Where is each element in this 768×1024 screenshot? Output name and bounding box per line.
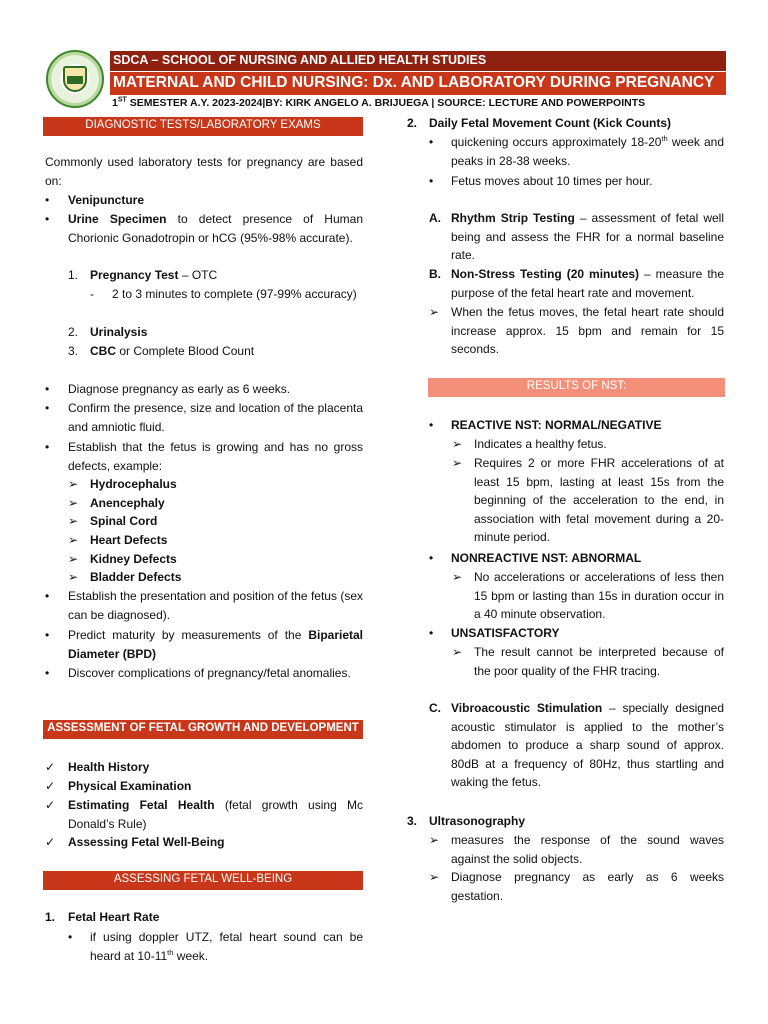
reactive-detail: Indicates a healthy fetus. (474, 437, 607, 451)
diagnose-early-item: Diagnose pregnancy as early as 6 weeks. (68, 382, 291, 396)
check-icon: ✓ (45, 835, 56, 849)
establish-item: Establish that the fetus is growing and has no gross defects, example: (68, 440, 363, 473)
predict-item: Predict maturity by measurements of the Biparietal Diameter (BPD) (68, 628, 363, 661)
bullet-icon: • (429, 418, 434, 432)
defect-item: Hydrocephalus (90, 477, 177, 491)
fetus-moves-item: Fetus moves about 10 times per hour. (451, 174, 653, 188)
bullet-icon: • (429, 626, 434, 640)
school-name: SDCA – SCHOOL OF NURSING AND ALLIED HEALTH STUDIES (110, 51, 726, 71)
kick-count-heading: Daily Fetal Movement Count (Kick Counts) (429, 116, 672, 130)
bullet-icon: • (45, 666, 50, 680)
check-item: Estimating Fetal Health (fetal growth using Mc Donald’s Rule) (68, 798, 363, 831)
confirm-item: Confirm the presence, size and location of the placenta and amniotic fluid. (68, 401, 363, 434)
section-fetal-well-being: ASSESSING FETAL WELL-BEING (43, 871, 363, 890)
vibroacoustic-item: Vibroacoustic Stimulation – specially designed acoustic stimulator is applied to the mother’s abdomen to produce a sharp sound of approx. 80dB at a frequency of 80Hz, thus startling and waking the fetus. (451, 701, 724, 790)
number-marker: 2. (407, 116, 418, 130)
intro-text: Commonly used laboratory tests for pregnancy are based on: (45, 155, 363, 188)
number-marker: 2. (68, 325, 79, 339)
fetal-heart-rate-heading: Fetal Heart Rate (68, 910, 160, 924)
section-nst-results: RESULTS OF NST: (428, 378, 725, 397)
reactive-heading: REACTIVE NST: NORMAL/NEGATIVE (451, 418, 662, 432)
venipuncture-item: Venipuncture (68, 193, 145, 207)
bullet-icon: • (45, 382, 50, 396)
ultrasonography-detail: Diagnose pregnancy as early as 6 weeks gestation. (451, 870, 724, 903)
check-icon: ✓ (45, 798, 56, 812)
quickening-item: quickening occurs approximately 18-20th week and peaks in 28-38 weeks. (451, 134, 724, 168)
bullet-icon: • (45, 440, 50, 454)
dash-marker: - (90, 287, 94, 301)
bullet-icon: • (429, 135, 434, 149)
bullet-icon: • (429, 174, 434, 188)
document-meta: 1ST SEMESTER A.Y. 2023-2024|BY: KIRK ANGELO A. BRIJUEGA | SOURCE: LECTURE AND POWERPOINTS (112, 96, 646, 109)
arrow-icon: ➢ (68, 496, 79, 510)
ultrasonography-heading: Ultrasonography (429, 814, 526, 828)
number-marker: 1. (68, 268, 79, 282)
arrow-icon: ➢ (68, 533, 79, 547)
arrow-icon: ➢ (452, 456, 463, 470)
nonreactive-heading: NONREACTIVE NST: ABNORMAL (451, 551, 642, 565)
discover-item: Discover complications of pregnancy/fetal anomalies. (68, 666, 351, 680)
bullet-icon: • (45, 401, 50, 415)
rhythm-strip-item: Rhythm Strip Testing – assessment of fetal well being and assess the FHR for a normal baseline rate. (451, 211, 724, 263)
defect-item: Kidney Defects (90, 552, 177, 566)
bullet-icon: • (45, 212, 50, 226)
nst-detail-item: When the fetus moves, the fetal heart rate should increase approx. 15 bpm and remain for 15 seconds. (451, 305, 724, 357)
defect-item: Anencephaly (90, 496, 165, 510)
reactive-detail: Requires 2 or more FHR accelerations of at least 15 bpm, lasting at least 15s from the beginning of the acceleration to the end, in association with fetal movement during a 20-minute period. (474, 456, 724, 545)
doppler-item: if using doppler UTZ, fetal heart sound can be heard at 10-11th week. (90, 930, 363, 963)
bullet-icon: • (45, 628, 50, 642)
unsatisfactory-heading: UNSATISFACTORY (451, 626, 560, 640)
arrow-icon: ➢ (68, 570, 79, 584)
ultrasonography-detail: measures the response of the sound waves against the solid objects. (451, 833, 724, 866)
pregnancy-test-item: Pregnancy Test – OTC (90, 268, 218, 282)
bullet-icon: • (45, 589, 50, 603)
arrow-icon: ➢ (452, 570, 463, 584)
book-icon (67, 76, 83, 84)
defect-item: Heart Defects (90, 533, 168, 547)
check-icon: ✓ (45, 779, 56, 793)
urine-specimen-item: Urine Specimen to detect presence of Human Chorionic Gonadotropin or hCG (95%-98% accurate). (68, 212, 363, 245)
arrow-icon: ➢ (429, 305, 440, 319)
check-item: Physical Examination (68, 779, 192, 793)
school-logo (46, 50, 104, 108)
letter-marker: A. (429, 211, 441, 225)
arrow-icon: ➢ (68, 477, 79, 491)
defect-item: Bladder Defects (90, 570, 182, 584)
check-item: Health History (68, 760, 150, 774)
letter-marker: B. (429, 267, 441, 281)
cbc-item: CBC or Complete Blood Count (90, 344, 255, 358)
arrow-icon: ➢ (452, 645, 463, 659)
check-item: Assessing Fetal Well-Being (68, 835, 225, 849)
unsatisfactory-detail: The result cannot be interpreted because of the poor quality of the FHR tracing. (474, 645, 724, 678)
number-marker: 1. (45, 910, 56, 924)
non-stress-item: Non-Stress Testing (20 minutes) – measure the purpose of the fetal heart rate and movement. (451, 267, 724, 300)
arrow-icon: ➢ (68, 552, 79, 566)
presentation-item: Establish the presentation and position of the fetus (sex can be diagnosed). (68, 589, 363, 622)
arrow-icon: ➢ (429, 833, 440, 847)
check-icon: ✓ (45, 760, 56, 774)
document-title: MATERNAL AND CHILD NURSING: Dx. AND LABORATORY DURING PREGNANCY (110, 72, 726, 95)
pregnancy-test-detail: 2 to 3 minutes to complete (97-99% accuracy) (112, 287, 357, 301)
arrow-icon: ➢ (68, 514, 79, 528)
number-marker: 3. (68, 344, 79, 358)
urinalysis-item: Urinalysis (90, 325, 148, 339)
section-diagnostic-tests: DIAGNOSTIC TESTS/LABORATORY EXAMS (43, 117, 363, 136)
nonreactive-detail: No accelerations or accelerations of less then 15 bpm or lasting than 15s in duration occur in a 40 minute observation. (474, 570, 724, 622)
letter-marker: C. (429, 701, 441, 715)
bullet-icon: • (45, 193, 50, 207)
bullet-icon: • (429, 551, 434, 565)
arrow-icon: ➢ (452, 437, 463, 451)
section-fetal-growth: ASSESSMENT OF FETAL GROWTH AND DEVELOPMENT (43, 720, 363, 739)
arrow-icon: ➢ (429, 870, 440, 884)
number-marker: 3. (407, 814, 418, 828)
defect-item: Spinal Cord (90, 514, 158, 528)
bullet-icon: • (68, 930, 73, 944)
